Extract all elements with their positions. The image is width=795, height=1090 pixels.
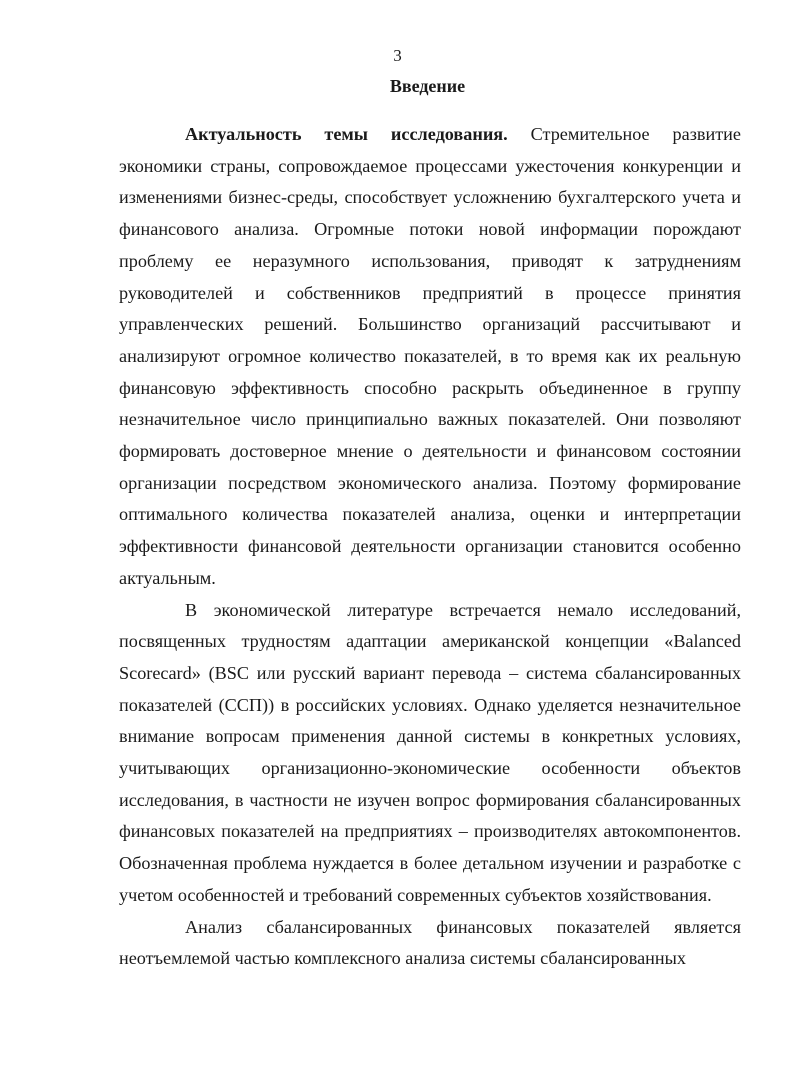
paragraph-relevance: [119, 119, 741, 595]
body-text: [119, 119, 741, 975]
paragraph-text: Анализ сбалансированных финансовых показателей является неотъемлемой частью комплексного анализа системы сбалансированных: [119, 916, 741, 969]
paragraph-text: Стремительное развитие экономики страны, сопровождаемое процессами ужесточения конкуренции и изменениями бизнес-среды, способствует усложнению бухгалтерского учета и финансового анализа. Огромные потоки новой информации порождают проблему ее неразумного использования, приводят к затруднениям руководителей и собственников предприятий в процессе принятия управленческих решений. Большинство организаций рассчитывают и анализируют огромное количество показателей, в то время как их реальную финансовую эффективность способно раскрыть объединенное в группу незначительное число принципиально важных показателей. Они позволяют формировать достоверное мнение о деятельности и финансовом состоянии организации посредством экономического анализа. Поэтому формирование оптимального количества показателей анализа, оценки и интерпретации эффективности финансовой деятельности организации становится особенно актуальным.: [119, 124, 741, 588]
section-heading: Введение: [389, 76, 466, 96]
paragraph-literature: [119, 595, 741, 912]
page-number: 3: [393, 46, 402, 65]
paragraph-text: В экономической литературе встречается немало исследований, посвященных трудностям адаптации американской концепции «Balanced Scorecard» (BSC или русский вариант перевода – система сбалансированных показателей (ССП)) в российских условиях. Однако уделяется незначительное внимание вопросам применения данной системы в конкретных условиях, учитывающих организационно-экономические особенности объектов исследования, в частности не изучен вопрос формирования сбалансированных финансовых показателей на предприятиях – производителях автокомпонентов. Обозначенная проблема нуждается в более детальном изучении и разработке с учетом особенностей и требований современных субъектов хозяйствования.: [119, 599, 741, 905]
paragraph-analysis: [119, 912, 741, 975]
paragraph-lead: Актуальность темы исследования.: [185, 124, 508, 144]
